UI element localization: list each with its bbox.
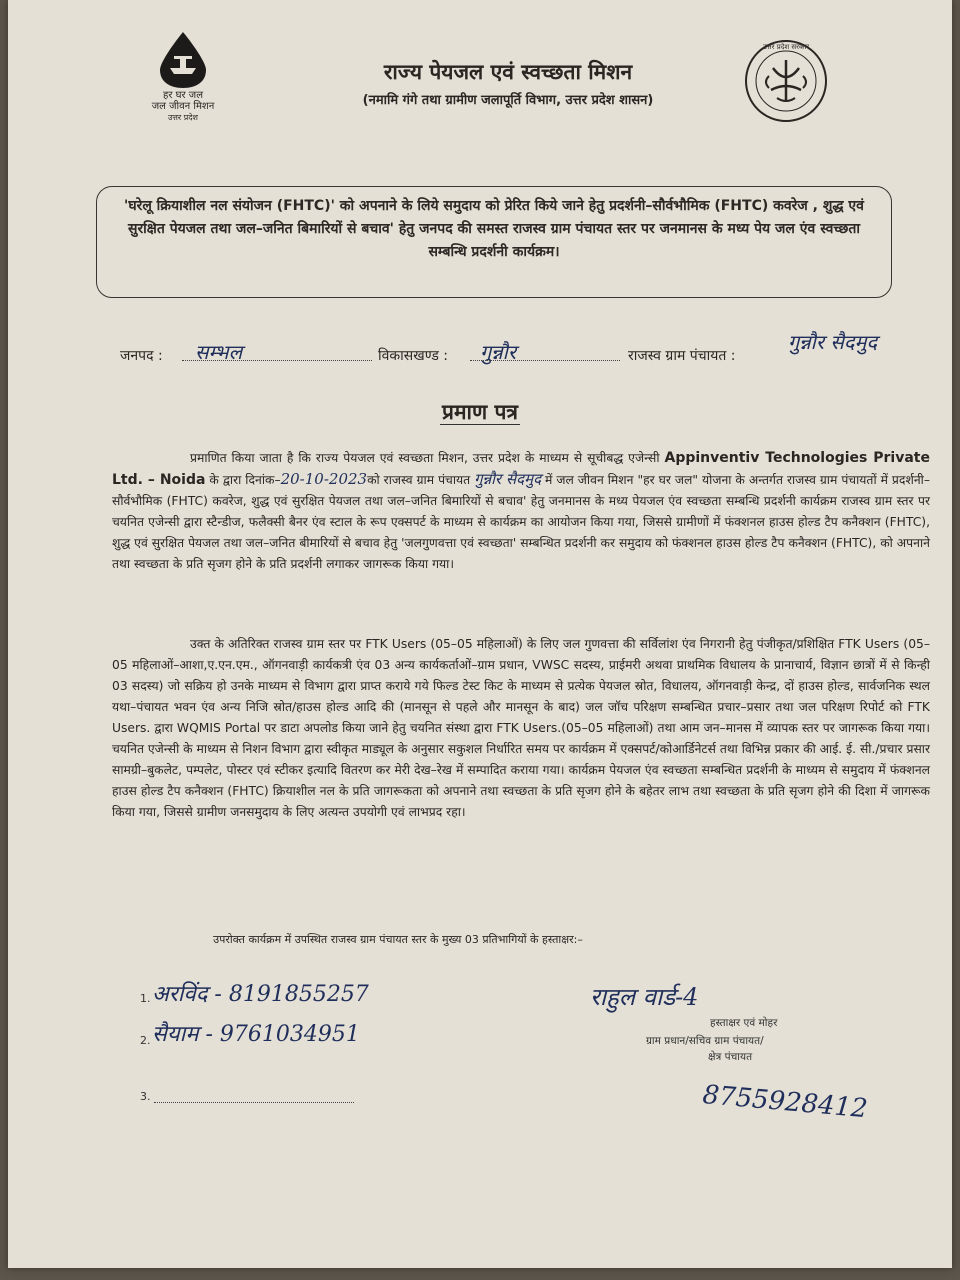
program-date: 20-10-2023 [280,470,368,488]
logo-caption-3: उत्तर प्रदेश [168,113,198,122]
sign-role-label: ग्राम प्रधान/सचिव ग्राम पंचायत/ [646,1035,764,1047]
certificate-heading-text: प्रमाण पत्र [442,400,518,424]
block-dotted-line [470,360,620,361]
p1-text-2: के द्वारा दिनांक– [205,473,281,487]
program-description-box: 'घरेलू क्रियाशील नल संयोजन (FHTC)' को अपनाने के लिये समुदाय को प्रेरित किये जाने हेतु प्रदर्शनी–सौर्वभौमिक (FHTC) कवरेज , शुद्ध एवं सुरक्षित पेयजल तथा जल–जनित बिमारियों से बचाव' हेतु जनपद की समस्त राजस्व ग्राम पंचायत स्तर पर जनमानस के मध्य पेय जल एंव स्वच्छता सम्बन्धि प्रदर्शनी कार्यक्रम। [96,186,892,298]
p1-text-4: में जल जीवन मिशन "हर घर जल" योजना के अन्तर्गत राजस्व ग्राम पंचायतों में प्रदर्शनी–सौर्वभौमिक (FHTC) कवरेज, शुद्ध एवं सुरक्षित पेयजल तथा जल–जनित बिमारियों से बचाव' हेतु जनमानस के मध्य पेयजल एंव स्वच्छता सम्बन्धि प्रदर्शनी कार्यक्रम राजस्व ग्राम स्तर पर चयनित एजेन्सी द्वारा स्टैन्डीज, फलैक्सी बैनर एंव स्टाल के रूप एक्सपर्ट के माध्यम से कार्यक्रम का आयोजन किया गया, जिससे ग्रामीणों में फंक्शनल हाउस होल्ड टैप कनैक्शन (FHTC), शुद्ध एवं सुरक्षित पेयजल तथा जल–जनित बीमारियों से बचाव हेतु 'जलगुणवत्ता एवं स्वच्छता' सम्बन्धित प्रदर्शनी कर समुदाय को फंक्शनल हाउस होल्ड टैप कनैक्शन (FHTC), को अपनाने तथा स्वच्छता के प्रति सृजग होने के प्रति प्रदर्शनी लगाकर जागरूक किया गया। [112,473,930,571]
logo-caption-2: जल जीवन मिशन [151,101,215,112]
p1-text-3: को राजस्व ग्राम पंचायत [367,473,475,487]
sign-role-label-2: क्षेत्र पंचायत [708,1051,753,1063]
participant-1 [140,978,560,1008]
panchayat-label: राजस्व ग्राम पंचायत : [628,348,736,364]
district-value: सम्भल [195,340,243,364]
participant-1-signature: अरविंद - 8191855257 [152,982,369,1007]
participant-3-dotted-line [154,1102,354,1103]
document-sheet [8,0,952,1268]
page-title: राज्य पेयजल एवं स्वच्छता मिशन [383,60,633,84]
participant-2-no: 2. [140,1034,151,1047]
district-label: जनपद : [120,348,163,364]
participant-1-no: 1. [140,992,151,1005]
village-name: गुन्नौर सैदमुद [474,470,542,488]
sign-and-seal-label: हस्ताक्षर एवं मोहर [710,1017,778,1029]
district-dotted-line [182,360,372,361]
block-label: विकासखण्ड : [378,348,449,364]
paragraph-1 [112,448,930,575]
participant-2-signature: सैयाम - 9761034951 [152,1022,360,1047]
logo-caption-1: हर घर जल [163,90,203,101]
pradhan-signature: राहुल वार्ड-4 [590,983,699,1011]
participant-3-no: 3. [140,1090,151,1103]
participant-2 [140,1018,560,1048]
phone-number: 8755928412 [701,1080,869,1125]
p1-text-1: प्रमाणित किया जाता है कि राज्य पेयजल एवं स्वच्छता मिशन, उत्तर प्रदेश के माध्यम से सूचीबद्ध एजेन्सी [190,451,660,465]
certificate-heading [8,398,952,426]
agency-name: Appinventiv Technologies Private Ltd. – Noida [112,450,930,488]
block-value: गुन्नौर [480,340,517,364]
panchayat-value: गुन्नौर सैदमुद [788,330,878,354]
page-subtitle: (नमामि गंगे तथा ग्रामीण जलापूर्ति विभाग, उत्तर प्रदेश शासन) [362,93,654,108]
up-government-emblem [743,38,829,124]
participant-3 [140,1086,400,1106]
emblem-text: उत्तर प्रदेश सरकार [762,43,810,51]
paragraph-2: उक्त के अतिरिक्त राजस्व ग्राम स्तर पर FTK Users (05–05 महिलाओं) के लिए जल गुणवत्ता की सर्विलांश एंव निगरानी हेतु पंजीकृत/प्रशिक्षित FTK Users (05–05 महिलाओं–आशा,ए.एन.एम., ऑगनवाड़ी कार्यकत्री एंव 03 अन्य कार्यकर्ताओं–ग्राम प्रधान, VWSC सदस्य, प्राईमरी अथवा प्राथमिक विधालय के प्रानाचार्य, विज्ञान छात्रों में से किन्ही 03 सदस्य) जो सक्रिय हो उनके माध्यम से विभाग द्वारा प्राप्त कराये गये फिल्ड टेस्ट किट के माध्यम से प्रत्येक पेयजल स्रोत, विधालय, ऑगनवाड़ी केन्द्र, दों हाउस होल्ड, सार्वजनिक स्थल यथा–पंचायत भवन एंव अन्य निजि स्रोत/हाउस होल्ड आदि की (मानसून से पहले और मानसून के बाद) जल जॉच परिक्षण सम्बन्धित प्रचार–प्रसार तथा जल परिक्षण रिपोर्ट को FTK Users. द्वारा WQMIS Portal पर डाटा अपलोड किया जाने हेतु चयनित संस्था द्वारा FTK Users.(05–05 महिलाओं) तथा आम जन–मानस में व्यापक स्तर पर जागरूक किया गया। चयनित एजेन्सी के माध्यम से निशन विभाग द्वारा स्वीकृत माड्यूल के अनुसार सकुशल निर्धारित समय पर कार्यक्रम में एक्सपर्ट/कोआर्डिनेटर्स तथा विभिन्न प्रकार की आई. ई. सी./प्रचार प्रसार सामग्री–बुकलेट, पम्पलेट, पोस्टर एवं स्टीकर इत्यादि वितरण कर मेरी देख–रेख में सम्पादित कराया गया। कार्यक्रम पेयजल एंव स्वच्छता सम्बन्धित प्रदर्शनी के माध्यम से समुदाय में फंक्शनल हाउस होल्ड टैप कनैक्शन (FHTC) क्रियाशील नल के प्रति जागरूकता को अपनाने तथा स्वच्छता के प्रति सृजग होने के बहेतर लाभ तथा स्वच्छता के प्रति सृजग होने की दिशा में जागरूक किया गया, जिससे ग्रामीण जनसमुदाय के लिए अत्यन्त उपयोगी एवं लाभप्रद रहा। [112,637,930,819]
jal-jeevan-mission-logo [128,30,238,123]
water-drop-icon [152,30,214,90]
participants-signature-note: उपरोक्त कार्यक्रम में उपस्थित राजस्व ग्राम पंचायत स्तर के मुख्य 03 प्रतिभागियों के हस्ताक्षर:– [213,933,583,946]
